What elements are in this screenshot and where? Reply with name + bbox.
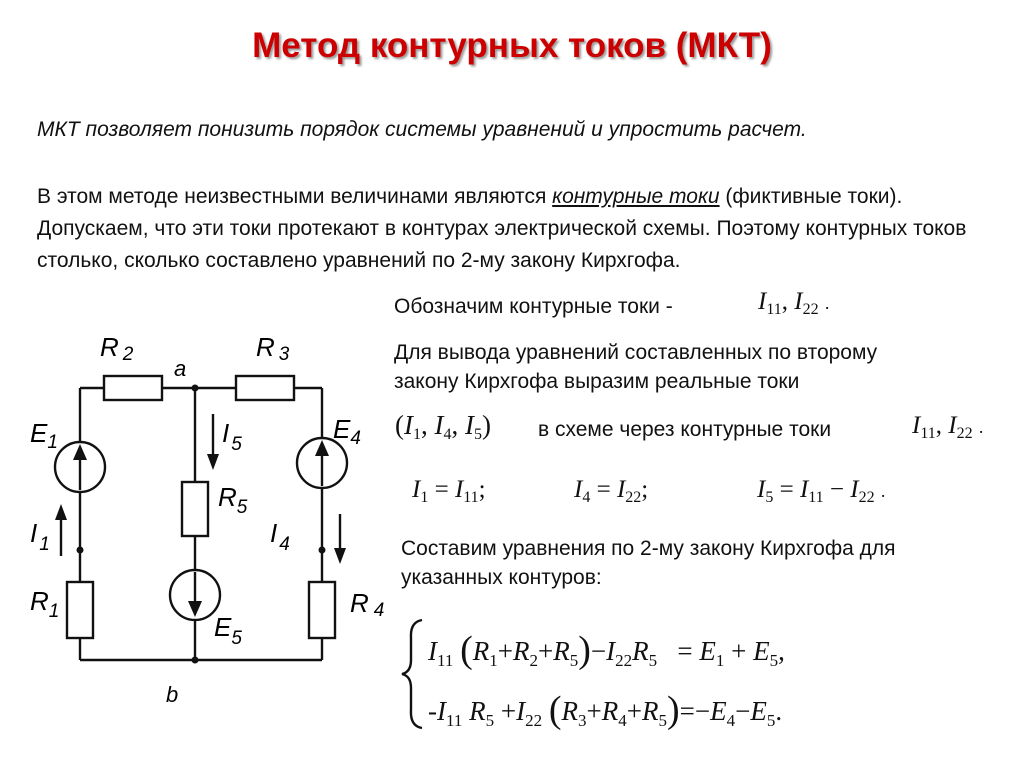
intro-text-after: (фиктивные токи). Допускаем, что эти токи протекают в контурах электрической схемы. Поэтому контурных токов столько, сколько составлено уравнений по 2-му закону Кирхгофа. bbox=[37, 185, 967, 272]
node-a-dot bbox=[192, 385, 199, 392]
notation-text: Обозначим контурные токи - bbox=[394, 295, 673, 318]
resistor-r4 bbox=[309, 582, 335, 638]
intro-text-underlined: контурные токи bbox=[552, 185, 720, 208]
compose-line-2: указанных контуров: bbox=[401, 566, 602, 589]
junction-left bbox=[77, 547, 84, 554]
label-e4: $E_4$ bbox=[333, 414, 361, 449]
arrow-i4 bbox=[334, 514, 346, 564]
real-currents-formula: ($I_1$, $I_4$, $I_5$) bbox=[395, 410, 491, 443]
relation-i5: $I_5 = I_{11} - I_{22}$ . bbox=[757, 476, 886, 506]
resistor-r5 bbox=[182, 482, 208, 536]
arrow-i1 bbox=[55, 504, 67, 556]
notation-formula: $I_{11}$, $I_{22}$ . bbox=[758, 288, 830, 318]
system-brace bbox=[398, 616, 428, 732]
intro-paragraph bbox=[37, 181, 1012, 277]
arrow-i5 bbox=[207, 414, 219, 470]
relation-i1: $I_1 = I_{11}$; bbox=[412, 476, 486, 506]
label-e1: $E_1$ bbox=[30, 418, 58, 453]
system-equation-2: $-I_{11}$ $R_5 +I_{22}$ $(R_3+R_4+R_5)=-E_4-E_5$. bbox=[428, 689, 783, 731]
label-r3: R 3 bbox=[256, 332, 290, 365]
resistor-r2 bbox=[104, 376, 162, 400]
label-node-a: a bbox=[174, 356, 187, 381]
label-r2: R 2 bbox=[100, 332, 134, 365]
source-e1 bbox=[55, 442, 105, 492]
label-r4: R 4 bbox=[350, 588, 385, 621]
source-e4 bbox=[297, 438, 347, 488]
resistor-r3 bbox=[236, 376, 294, 400]
label-r1: $R_1$ bbox=[30, 586, 60, 622]
label-r5: $R_5$ bbox=[218, 482, 248, 518]
system-equation-1: $I_{11}$ $(R_1+R_2+R_5)-I_{22}R_5$ = $E_1 + E_5$, bbox=[428, 629, 785, 671]
relation-i4: $I_4 = I_{22}$; bbox=[574, 476, 649, 506]
derivation-line-2: закону Кирхгофа выразим реальные токи bbox=[394, 370, 800, 393]
source-e5 bbox=[170, 570, 220, 620]
slide-title: Метод контурных токов (МКТ) bbox=[252, 26, 772, 65]
circuit-diagram bbox=[0, 320, 385, 720]
label-e5: $E_5$ bbox=[214, 612, 242, 649]
node-b-dot bbox=[192, 657, 199, 664]
label-i4: I $_4$ bbox=[270, 518, 290, 555]
compose-line-1: Составим уравнения по 2-му закону Кирхгофа для bbox=[401, 537, 896, 560]
derivation-line-1: Для вывода уравнений составленных по второму bbox=[394, 341, 878, 364]
resistor-r1 bbox=[67, 582, 93, 638]
junction-right bbox=[319, 547, 326, 554]
intro-text-before: В этом методе неизвестными величинами являются bbox=[37, 185, 553, 208]
loop-currents-formula: $I_{11}$, $I_{22}$ . bbox=[912, 412, 984, 442]
label-i1: I $_1$ bbox=[30, 518, 50, 555]
subtitle: МКТ позволяет понизить порядок системы уравнений и упростить расчет. bbox=[37, 118, 807, 141]
label-i5: I $_5$ bbox=[222, 418, 242, 455]
label-node-b: b bbox=[166, 682, 179, 707]
derivation-through: в схеме через контурные токи bbox=[538, 418, 832, 441]
